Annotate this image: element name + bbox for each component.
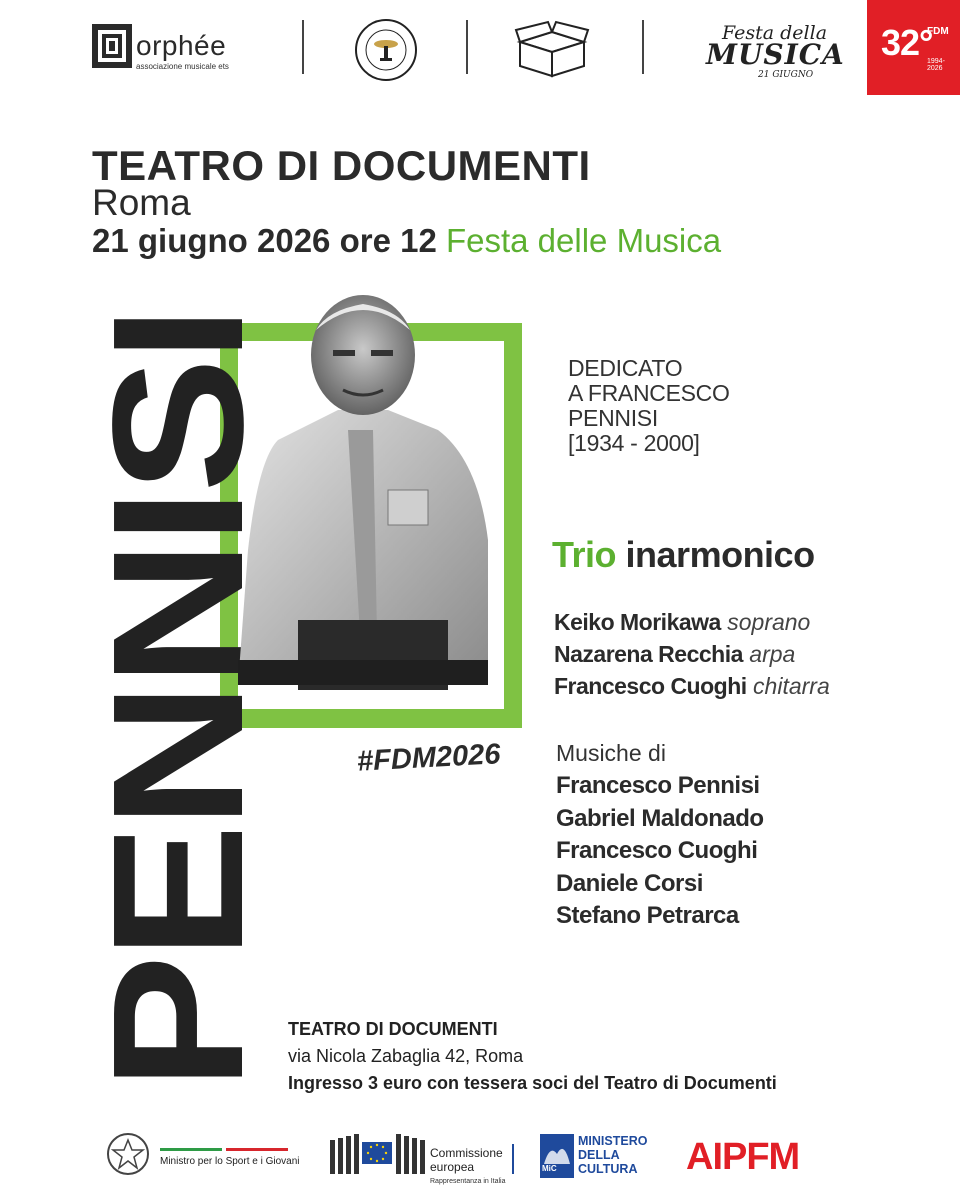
vertical-pennisi-word (75, 300, 282, 1100)
composer-item: Gabriel Maldonado (556, 804, 764, 832)
mic-label (578, 1134, 647, 1176)
venue-info (288, 1016, 777, 1097)
program-label: Musiche di (556, 740, 666, 766)
fdm-number: 32° (881, 22, 933, 63)
flag-green-bar (160, 1148, 222, 1151)
festa-logo-line2: MUSICA (706, 38, 845, 71)
mic-line: CULTURA (578, 1162, 638, 1176)
event-hashtag: #FDM2026 (356, 738, 502, 778)
footer-logo-bar (0, 1120, 960, 1200)
composer-item: Francesco Pennisi (556, 772, 760, 799)
eu-commission-line: europea (430, 1160, 475, 1174)
orphee-logo-icon (92, 24, 132, 68)
dedication-line: PENNISI (568, 405, 658, 431)
performer-role: chitarra (753, 673, 830, 699)
performer-name: Francesco Cuoghi (554, 673, 747, 699)
italian-emblem-icon (106, 1132, 150, 1176)
header-divider (302, 20, 304, 74)
dedication-line: DEDICATO (568, 355, 683, 381)
vertical-pennisi-text: PENNISI (75, 373, 282, 1090)
ensemble-name-prefix: in (625, 534, 657, 575)
portrait-photo (238, 290, 488, 710)
teatro-scatola-icon (514, 22, 590, 78)
performer-name: Keiko Morikawa (554, 609, 721, 635)
composers-list (556, 770, 764, 933)
dedication (568, 356, 730, 456)
teatro-seal-icon (354, 18, 418, 82)
performer-row (554, 606, 830, 638)
composer-item: Francesco Cuoghi (556, 837, 758, 864)
heading-event: Festa delle Musica (445, 222, 722, 259)
header-divider (466, 20, 468, 74)
eu-representation: Rappresentanza in Italia (430, 1178, 506, 1185)
eu-commission-line: Commissione (430, 1146, 503, 1160)
fdm-anniversary-badge (867, 0, 960, 95)
performer-row (554, 670, 830, 702)
ensemble-name (552, 534, 815, 576)
orphee-subtitle: associazione musicale ets (136, 62, 229, 71)
festa-logo-line3: 21 GIUGNO (758, 70, 814, 80)
mic-line: DELLA (578, 1148, 620, 1162)
composer-item: Daniele Corsi (556, 869, 703, 897)
dedication-line: A FRANCESCO (568, 380, 730, 406)
ensemble-name-rest: armonico (656, 534, 815, 575)
flag-red-bar (226, 1148, 288, 1151)
festa-logo-line1: Festa della (722, 22, 828, 44)
venue-address: via Nicola Zabaglia 42, Roma (288, 1046, 524, 1066)
header-logo-bar (0, 0, 960, 95)
performer-role: soprano (727, 609, 811, 635)
composer-item: Stefano Petrarca (556, 902, 739, 929)
fdm-tag: FDM (927, 26, 949, 37)
performer-role: arpa (749, 641, 796, 667)
orphee-name: orphée (136, 30, 227, 61)
heading-venue: TEATRO DI DOCUMENTI (92, 142, 591, 189)
dedication-line: [1934 - 2000] (568, 430, 700, 456)
heading-city: Roma (92, 182, 191, 223)
performer-name: Nazarena Recchia (554, 641, 743, 667)
fdm-years: 1994-2026 (927, 58, 945, 72)
performers-list (554, 606, 830, 702)
heading-date: 21 giugno 2026 ore 12 (92, 222, 437, 259)
header-divider (642, 20, 644, 74)
ensemble-trio-word: Trio (552, 534, 617, 575)
eu-commission-logo-icon (330, 1130, 426, 1178)
eu-commission-label (430, 1146, 503, 1174)
eu-divider (512, 1144, 514, 1174)
ticket-info: Ingresso 3 euro con tessera soci del Teatro di Documenti (288, 1073, 777, 1093)
ministry-sport-label: Ministro per lo Sport e i Giovani (160, 1156, 300, 1167)
performer-row (554, 638, 830, 670)
venue-name: TEATRO DI DOCUMENTI (288, 1019, 498, 1039)
mic-line: MINISTERO (578, 1134, 648, 1148)
aipfm-logo: AIPFM (686, 1136, 800, 1178)
mic-abbreviation: MiC (542, 1164, 557, 1173)
heading-date-line (92, 222, 721, 260)
